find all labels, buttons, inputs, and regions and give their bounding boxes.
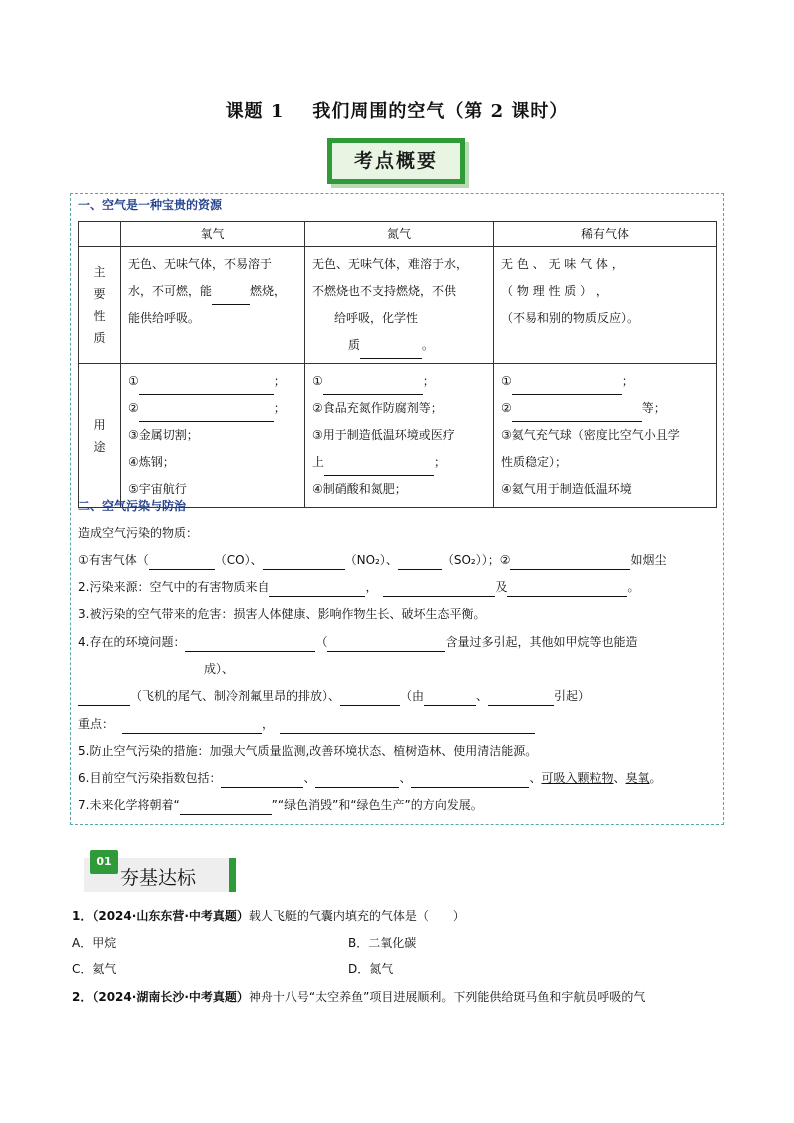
aqi-line: 6.目前空气污染指数包括： 、 、 、可吸入颗粒物、臭氧。 [78,768,662,788]
blank-line [122,719,262,734]
blank-line [324,461,434,476]
blank-line [221,773,303,788]
page-title: 课题 1 我们周围的空气（第 2 课时） [225,101,569,122]
rare-gas-uses: ① ； ② 等； ③氦气充气球（密度比空气小且学 性质稳定）； ④氦气用于制造低温环境 [494,364,717,508]
blank-line [512,407,642,422]
blank-line [424,691,476,706]
header-nitrogen: 氮气 [305,222,494,247]
blank-line [78,691,130,706]
blank-line [323,380,423,395]
question-2: 2．（2024·湖南长沙·中考真题）神舟十八号“太空养鱼”项目进展顺利。下列能供给斑马鱼和宇航员呼吸的气 [72,990,646,1004]
environment-issue-cont: 成）、 [204,662,235,676]
option-c: C．氦气 [72,962,117,976]
table-header-row [79,222,717,247]
question-1: 1．（2024·山东东营·中考真题）载人飞艇的气囊内填充的气体是（ ） [72,909,465,923]
banner-label: 考点概要 [331,142,461,180]
blank-line [510,555,630,570]
header-rare-gas: 稀有气体 [494,222,717,247]
blank-line [512,380,622,395]
section1-heading: 一、空气是一种宝贵的资源 [78,198,223,212]
blank-line [280,719,535,734]
environment-issue-line: 4.存在的环境问题： （ 含量过多引起，其他如甲烷等也能造 [78,632,637,652]
blank-line [263,555,345,570]
blank-line [411,773,529,788]
blank-line [185,637,315,652]
table-row-properties [79,247,717,364]
row-label-properties: 主 要 性 质 [79,247,121,364]
harmful-gases-line: ①有害气体（ （CO）、 （NO₂）、 （SO₂））；② 如烟尘 [78,550,666,570]
environment-issue-line2: （飞机的尾气、制冷剂氟里昂的排放）、 （由 、 引起） [78,686,590,706]
header-cell [79,222,121,247]
blank-line [398,555,442,570]
blank-line [360,344,422,359]
key-point-line: 重点： ， [78,714,535,734]
rare-gas-properties: 无 色 、 无 味 气 体 ， （ 物 理 性 质 ） ， （不易和别的物质反应）。 [494,247,717,364]
pollution-harm-line: 3.被污染的空气带来的危害：损害人体健康、影响作物生长、破坏生态平衡。 [78,607,486,621]
nitrogen-uses: ① ； ②食品充氮作防腐剂等； ③用于制造低温环境或医疗 上 ； ④制硝酸和氮肥； [305,364,494,508]
blank-line [327,637,445,652]
section-number-badge: 01 [90,850,118,874]
option-a: A．甲烷 [72,936,117,950]
blank-line [139,407,274,422]
blank-line [212,290,250,305]
row-label-uses: 用 途 [79,364,121,508]
blank-line [383,582,495,597]
blank-line [269,582,365,597]
section-banner [327,138,465,184]
option-d: D．氮气 [348,962,394,976]
section2-heading: 二、空气污染与防治 [78,499,187,513]
prevention-line: 5.防止空气污染的措施：加强大气质量监测,改善环境状态、植树造林、使用清洁能源。 [78,744,538,758]
header-oxygen: 氧气 [121,222,305,247]
blank-line [488,691,554,706]
blank-line [340,691,400,706]
blank-line [139,380,274,395]
nitrogen-properties: 无色、无味气体，难溶于水， 不燃烧也不支持燃烧，不供 给呼吸，化学性 质 。 [305,247,494,364]
blank-line [149,555,215,570]
blank-line [180,800,272,815]
practice-label: 夯基达标 [120,867,197,889]
gas-table [78,221,717,508]
pollution-source-line: 2.污染来源：空气中的有害物质来自 ， 及 。 [78,577,640,597]
blank-line [315,773,399,788]
table-row-uses [79,364,717,508]
future-chemistry-line: 7.未来化学将朝着“ ”“绿色消毁”和“绿色生产”的方向发展。 [78,795,483,815]
oxygen-properties: 无色、无味气体，不易溶于 水，不可燃，能 燃烧， 能供给呼吸。 [121,247,305,364]
option-b: B．二氧化碳 [348,936,417,950]
pollutant-intro: 造成空气污染的物质： [78,526,199,540]
blank-line [507,582,627,597]
oxygen-uses: ① ； ② ； ③金属切割； ④炼钢； ⑤宇宙航行 [121,364,305,508]
